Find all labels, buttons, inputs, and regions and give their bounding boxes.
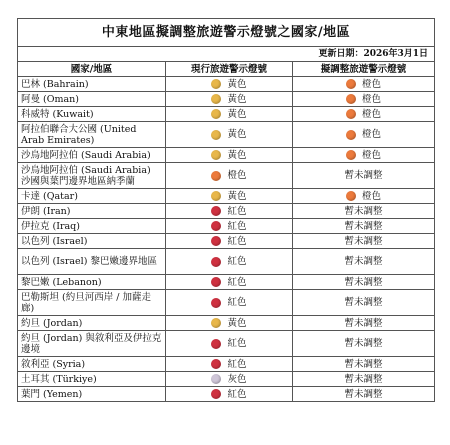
level-dot-icon [211,374,221,384]
level-dot-icon [211,171,221,181]
table-row [18,275,435,290]
current-level-cell [166,107,293,122]
country-name: 以色列 (Israel) 黎巴嫩邊界地區 [18,249,166,275]
level-label: 暫未調整 [344,170,383,181]
level-label: 橙色 [362,78,382,90]
level-dot-icon [346,79,356,89]
proposed-level-cell [293,387,435,402]
level-label: 暫未調整 [344,388,383,400]
level-label: 黃色 [227,149,247,161]
table-body [18,77,435,402]
level-label: 紅色 [227,338,247,349]
proposed-level-cell [293,290,435,316]
level-label: 暫未調整 [344,235,383,247]
proposed-level-cell [293,189,435,204]
country-name: 科威特 (Kuwait) [18,107,166,122]
level-dot-icon [211,359,221,369]
proposed-level-cell [293,357,435,372]
proposed-level-cell [293,77,435,92]
proposed-level-cell [293,204,435,219]
country-name: 巴勒斯坦 (約旦河西岸 / 加薩走廊) [18,290,166,316]
level-dot-icon [211,206,221,216]
current-level-cell [166,234,293,249]
level-dot-icon [211,94,221,104]
proposed-level-cell [293,92,435,107]
current-level-cell [166,275,293,290]
level-label: 暫未調整 [344,297,383,308]
header-row [18,62,435,77]
level-dot-icon [211,236,221,246]
level-label: 暫未調整 [344,338,383,349]
proposed-level-cell [293,372,435,387]
country-name: 巴林 (Bahrain) [18,77,166,92]
level-dot-icon [211,221,221,231]
level-dot-icon [346,109,356,119]
country-name: 以色列 (Israel) [18,234,166,249]
level-label: 暫未調整 [344,256,383,267]
level-label: 橙色 [362,108,382,120]
level-label: 黃色 [227,78,247,90]
current-level-cell [166,77,293,92]
table-row [18,77,435,92]
table-row [18,163,435,189]
level-label: 暫未調整 [344,220,383,232]
level-dot-icon [346,191,356,201]
proposed-level-cell [293,107,435,122]
current-level-cell [166,219,293,234]
proposed-level-cell [293,163,435,189]
level-label: 紅色 [227,388,247,400]
level-dot-icon [211,130,221,140]
proposed-level-cell [293,275,435,290]
level-label: 灰色 [227,373,247,385]
level-label: 橙色 [362,93,382,105]
proposed-level-cell [293,219,435,234]
current-level-cell [166,163,293,189]
level-dot-icon [211,277,221,287]
level-dot-icon [211,109,221,119]
table-row [18,316,435,331]
current-level-cell [166,372,293,387]
current-level-cell [166,290,293,316]
proposed-level-cell [293,249,435,275]
table-row [18,387,435,402]
table-row [18,249,435,275]
current-level-cell [166,357,293,372]
header-country: 國家/地區 [18,62,166,77]
update-date: 更新日期：2026年3月1日 [18,47,435,62]
level-label: 暫未調整 [344,373,383,385]
table-row [18,290,435,316]
level-label: 紅色 [227,276,247,288]
country-name: 伊拉克 (Iraq) [18,219,166,234]
proposed-level-cell [293,331,435,357]
level-label: 紅色 [227,220,247,232]
proposed-level-cell [293,122,435,148]
level-label: 黃色 [227,317,247,329]
level-dot-icon [211,389,221,399]
table-row [18,92,435,107]
proposed-level-cell [293,316,435,331]
level-dot-icon [211,318,221,328]
level-label: 黃色 [227,190,247,202]
country-name: 葉門 (Yemen) [18,387,166,402]
level-label: 橙色 [362,129,382,140]
country-name: 土耳其 (Türkiye) [18,372,166,387]
table-row [18,357,435,372]
country-name: 約旦 (Jordan) [18,316,166,331]
current-level-cell [166,204,293,219]
country-name: 沙烏地阿拉伯 (Saudi Arabia) 沙國與葉門邊界地區納季蘭 [18,163,166,189]
table-row [18,331,435,357]
country-name: 黎巴嫩 (Lebanon) [18,275,166,290]
header-proposed-level: 擬調整旅遊警示燈號 [293,62,435,77]
document-title: 中東地區擬調整旅遊警示燈號之國家/地區 [18,19,435,47]
level-label: 黃色 [227,129,247,140]
table-row [18,372,435,387]
level-label: 暫未調整 [344,317,383,329]
table-row [18,122,435,148]
level-dot-icon [346,94,356,104]
level-dot-icon [211,191,221,201]
level-dot-icon [211,79,221,89]
level-dot-icon [211,298,221,308]
advisory-document [17,18,434,402]
country-name: 敘利亞 (Syria) [18,357,166,372]
header-current-level: 現行旅遊警示燈號 [166,62,293,77]
level-label: 橙色 [227,170,247,181]
level-label: 紅色 [227,205,247,217]
level-label: 暫未調整 [344,276,383,288]
level-label: 橙色 [362,149,382,161]
level-dot-icon [211,257,221,267]
table-row [18,219,435,234]
current-level-cell [166,387,293,402]
current-level-cell [166,331,293,357]
current-level-cell [166,92,293,107]
level-label: 暫未調整 [344,358,383,370]
level-label: 暫未調整 [344,205,383,217]
level-dot-icon [346,150,356,160]
level-label: 橙色 [362,190,382,202]
country-name: 卡達 (Qatar) [18,189,166,204]
table-row [18,189,435,204]
level-label: 紅色 [227,256,247,267]
level-label: 紅色 [227,297,247,308]
current-level-cell [166,316,293,331]
level-label: 紅色 [227,235,247,247]
level-label: 紅色 [227,358,247,370]
country-name: 阿曼 (Oman) [18,92,166,107]
level-dot-icon [211,150,221,160]
level-label: 黃色 [227,93,247,105]
level-dot-icon [346,130,356,140]
country-name: 阿拉伯聯合大公國 (United Arab Emirates) [18,122,166,148]
country-name: 約旦 (Jordan) 與敘利亞及伊拉克邊境 [18,331,166,357]
proposed-level-cell [293,234,435,249]
current-level-cell [166,148,293,163]
current-level-cell [166,249,293,275]
table-row [18,148,435,163]
level-label: 黃色 [227,108,247,120]
country-name: 伊朗 (Iran) [18,204,166,219]
proposed-level-cell [293,148,435,163]
table-row [18,204,435,219]
table-row [18,234,435,249]
level-dot-icon [211,339,221,349]
country-name: 沙烏地阿拉伯 (Saudi Arabia) [18,148,166,163]
table-row [18,107,435,122]
current-level-cell [166,189,293,204]
advisory-table [17,18,435,402]
current-level-cell [166,122,293,148]
